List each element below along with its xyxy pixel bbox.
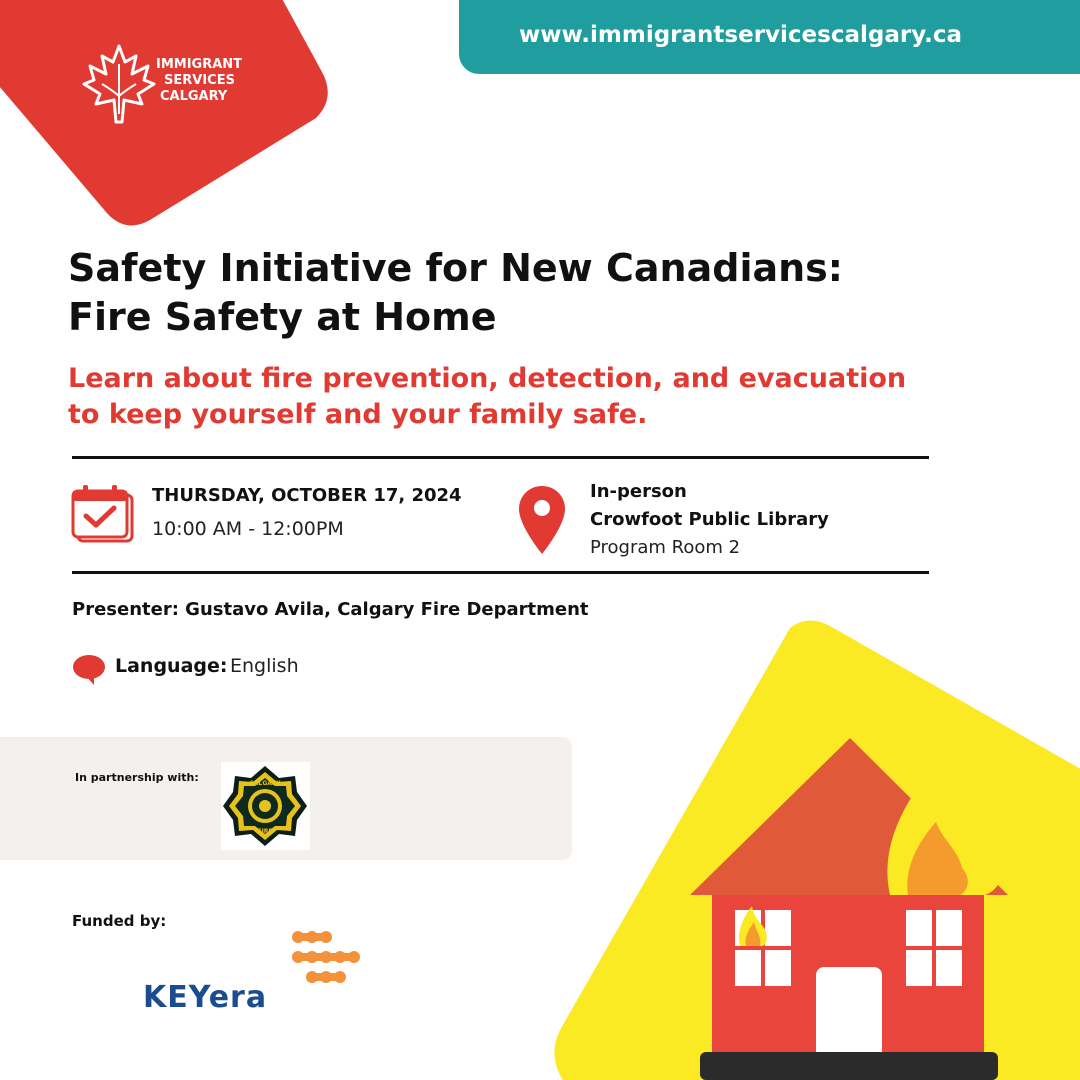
event-subtitle bbox=[68, 361, 906, 433]
brand-logo-text bbox=[156, 57, 242, 105]
partnership-panel bbox=[0, 737, 572, 860]
burning-house-illustration bbox=[540, 610, 1080, 1080]
red-diamond-shape bbox=[0, 0, 340, 240]
divider-top bbox=[72, 456, 929, 459]
title-line-1: Safety Initiative for New Canadians: bbox=[68, 246, 843, 290]
subtitle-line-1: Learn about fire prevention, detection, and evacuation bbox=[68, 363, 907, 394]
presenter-info: Presenter: Gustavo Avila, Calgary Fire Department bbox=[72, 599, 589, 620]
logo-line-3: CALGARY bbox=[160, 89, 228, 104]
website-link[interactable]: www.immigrantservicescalgary.ca bbox=[519, 22, 962, 48]
language-label: Language: bbox=[115, 655, 228, 677]
logo-line-2: SERVICES bbox=[164, 73, 235, 88]
window-right bbox=[906, 910, 962, 986]
maple-leaf-icon bbox=[82, 44, 156, 124]
brand-logo-block bbox=[0, 0, 340, 240]
event-date: THURSDAY, OCTOBER 17, 2024 bbox=[152, 485, 462, 506]
keyera-dots-icon bbox=[288, 925, 368, 985]
location-mode: In-person bbox=[590, 481, 687, 502]
logo-line-1: IMMIGRANT bbox=[156, 57, 243, 72]
subtitle-line-2: to keep yourself and your family safe. bbox=[68, 399, 648, 430]
location-venue: Crowfoot Public Library bbox=[590, 509, 829, 530]
page-title bbox=[68, 244, 843, 342]
badge-text-top: CALGARY bbox=[249, 780, 281, 787]
badge-text-bottom: FIRE bbox=[257, 828, 273, 835]
map-pin-icon bbox=[517, 484, 567, 556]
calendar-check-icon bbox=[70, 483, 136, 545]
house-base bbox=[700, 1052, 998, 1080]
partnership-label: In partnership with: bbox=[75, 771, 199, 784]
language-value: English bbox=[230, 655, 299, 677]
divider-bottom bbox=[72, 571, 929, 574]
website-banner bbox=[459, 0, 1080, 74]
location-room: Program Room 2 bbox=[590, 537, 741, 558]
keyera-wordmark: KEYera bbox=[143, 980, 268, 1015]
speech-bubble-icon bbox=[72, 654, 106, 686]
funded-by-label: Funded by: bbox=[72, 912, 167, 930]
event-time: 10:00 AM - 12:00PM bbox=[152, 518, 344, 540]
title-line-2: Fire Safety at Home bbox=[68, 295, 497, 339]
calgary-fire-badge-icon bbox=[221, 762, 310, 850]
keyera-logo bbox=[140, 925, 380, 1025]
